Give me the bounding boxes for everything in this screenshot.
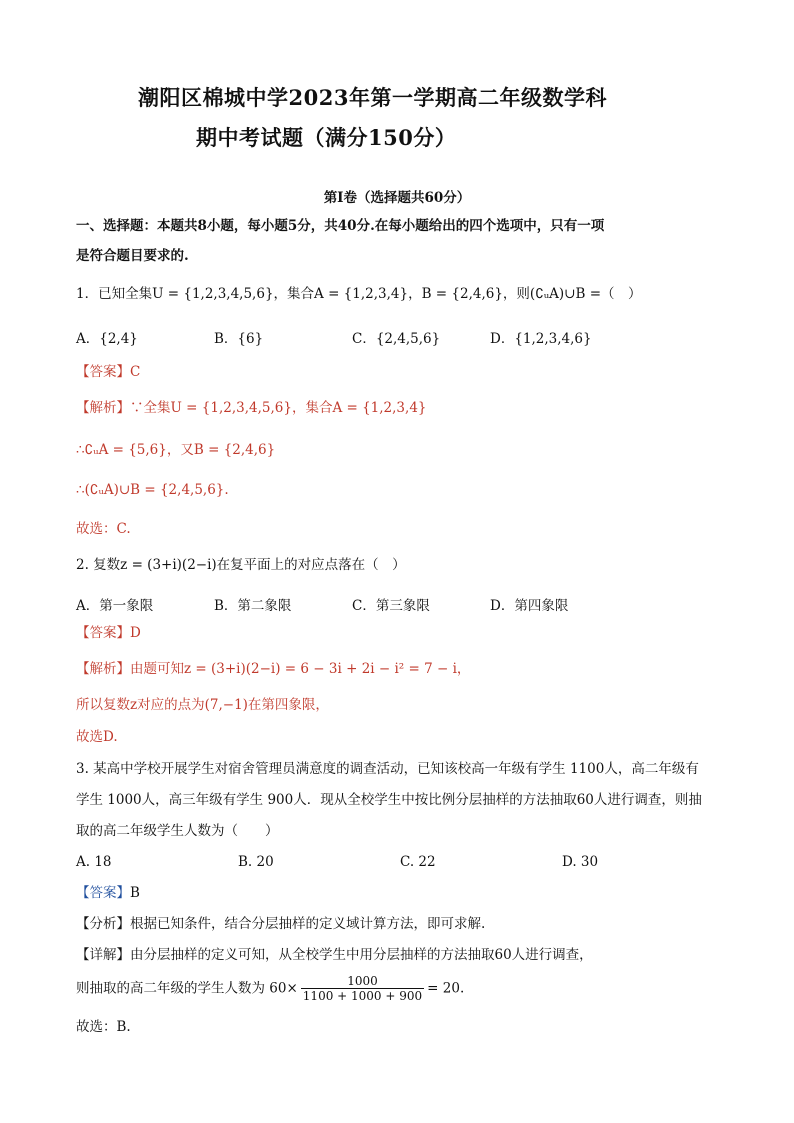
answer-tag: 【答案】 bbox=[76, 364, 130, 380]
calc-prefix: 则抽取的高二年级的学生人数为 bbox=[76, 980, 265, 997]
q3-fenxi: 【分析】根据已知条件，结合分层抽样的定义域计算方法，即可求解. bbox=[76, 916, 486, 932]
q1-stem: 1．已知全集U = {1,2,3,4,5,6}，集合A = {1,2,3,4}，B = {2,4,6}，则(∁ᵤA)∪B =（ ） bbox=[76, 286, 642, 302]
calc-fraction bbox=[301, 974, 424, 1004]
q3-calculation bbox=[76, 974, 464, 1004]
analysis-text: ∵全集U = {1,2,3,4,5,6}，集合A = {1,2,3,4} bbox=[130, 400, 427, 416]
q1-analysis-line1 bbox=[76, 400, 427, 416]
q3-option-d: D. 30 bbox=[562, 854, 599, 870]
q1-option-c: C．{2,4,5,6} bbox=[352, 331, 441, 347]
calc-lead: 60× bbox=[269, 980, 298, 997]
exam-title-line1: 潮阳区棉城中学2023年第一学期高二年级数学科 bbox=[138, 85, 607, 110]
q1-analysis-line2: ∴∁ᵤA = {5,6}，又B = {2,4,6} bbox=[76, 442, 276, 458]
q1-answer bbox=[76, 364, 140, 380]
q1-choose: 故选：C. bbox=[76, 521, 131, 537]
q2-option-d: D．第四象限 bbox=[490, 598, 569, 614]
q2-analysis-line2: 所以复数z对应的点为(7,−1)在第四象限， bbox=[76, 697, 329, 713]
q1-option-d: D．{1,2,3,4,6} bbox=[490, 331, 592, 347]
section-instruction-line1: 一、选择题：本题共8小题，每小题5分，共40分.在每小题给出的四个选项中，只有一项 bbox=[76, 218, 605, 234]
calc-denominator: 1100 + 1000 + 900 bbox=[302, 989, 423, 1004]
answer-value: D bbox=[130, 625, 141, 641]
answer-value: C bbox=[130, 364, 141, 380]
q3-stem-line3: 取的高二年级学生人数为（ ） bbox=[76, 823, 279, 839]
section-instruction-line2: 是符合题目要求的. bbox=[76, 248, 189, 264]
analysis-tag: 【解析】 bbox=[76, 661, 130, 677]
q3-choose: 故选：B. bbox=[76, 1019, 131, 1035]
volume-heading: 第Ⅰ卷（选择题共60分） bbox=[323, 190, 471, 206]
calc-end: . bbox=[459, 980, 465, 997]
q1-option-a: A．{2,4} bbox=[76, 331, 138, 347]
q3-stem-line2: 学生 1000人，高三年级有学生 900人．现从全校学生中按比例分层抽样的方法抽取60人进行调查，则抽 bbox=[76, 792, 702, 808]
q1-analysis-line3: ∴(∁ᵤA)∪B = {2,4,5,6}. bbox=[76, 482, 229, 498]
calc-result: = 20 bbox=[427, 980, 460, 997]
answer-tag: 【答案】 bbox=[76, 885, 130, 901]
q3-answer bbox=[76, 885, 140, 901]
q1-option-b: B．{6} bbox=[214, 331, 264, 347]
q2-option-c: C．第三象限 bbox=[352, 598, 430, 614]
exam-title-line2: 期中考试题（满分150分） bbox=[196, 125, 457, 150]
analysis-tag: 【解析】 bbox=[76, 400, 130, 416]
answer-value: B bbox=[130, 885, 140, 901]
calc-numerator: 1000 bbox=[347, 974, 378, 988]
q2-choose: 故选D. bbox=[76, 729, 118, 745]
q2-stem: 2. 复数z = (3+i)(2−i)在复平面上的对应点落在（ ） bbox=[76, 557, 406, 573]
q3-option-a: A. 18 bbox=[76, 854, 112, 870]
q2-option-b: B．第二象限 bbox=[214, 598, 292, 614]
q2-answer bbox=[76, 625, 141, 641]
answer-tag: 【答案】 bbox=[76, 625, 130, 641]
q2-option-a: A．第一象限 bbox=[76, 598, 154, 614]
q3-stem-line1: 3. 某高中学校开展学生对宿舍管理员满意度的调查活动，已知该校高一年级有学生 1100人，高二年级有 bbox=[76, 761, 699, 777]
q3-option-c: C. 22 bbox=[400, 854, 436, 870]
q3-xiangjie: 【详解】由分层抽样的定义可知，从全校学生中用分层抽样的方法抽取60人进行调查， bbox=[76, 947, 593, 963]
analysis-text: 由题可知z = (3+i)(2−i) = 6 − 3i + 2i − i² = 7 − i， bbox=[130, 661, 471, 677]
q3-option-b: B. 20 bbox=[238, 854, 274, 870]
q2-analysis-line1 bbox=[76, 661, 470, 677]
